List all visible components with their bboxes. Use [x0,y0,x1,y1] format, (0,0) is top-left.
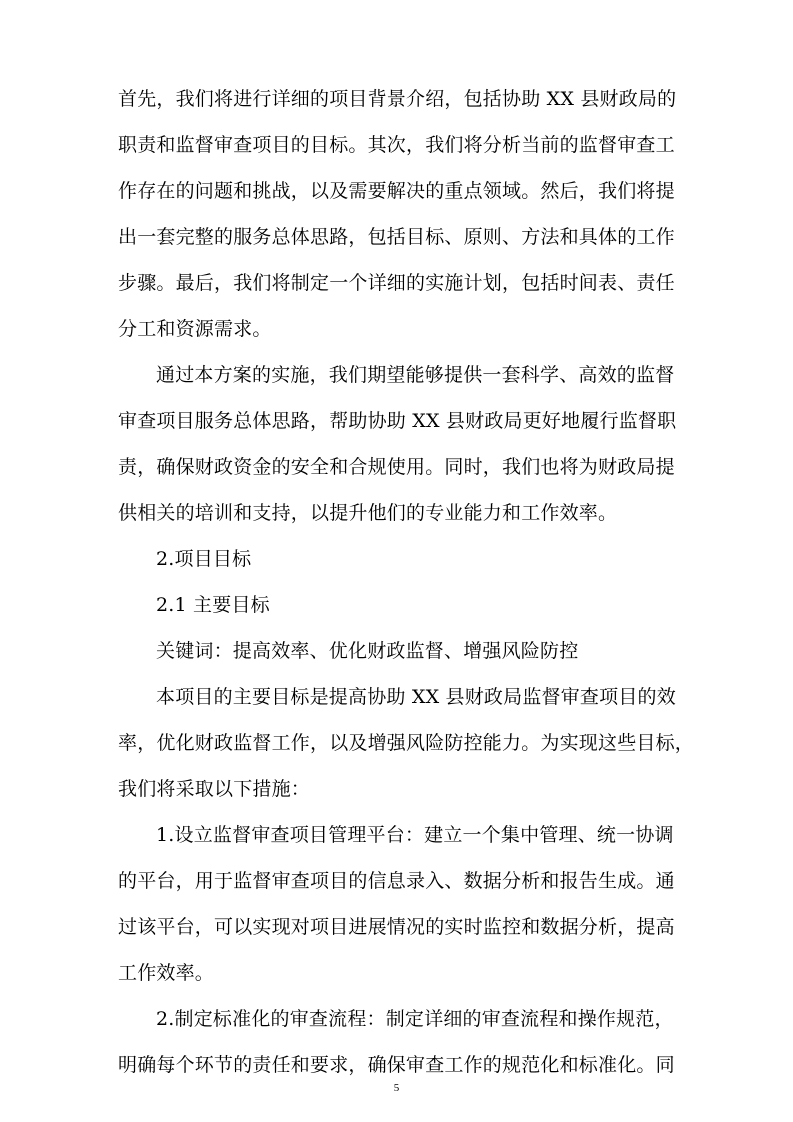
keywords-line: 关键词：提高效率、优化财政监督、增强风险防控 [156,640,579,662]
paragraph-line: 通过本方案的实施，我们期望能够提供一套科学、高效的监督 [156,364,675,386]
paragraph-line: 分工和资源需求。 [118,318,272,340]
paragraph-line: 职责和监督审查项目的目标。其次，我们将分析当前的监督审查工 [118,134,675,156]
paragraph-line: 供相关的培训和支持，以提升他们的专业能力和工作效率。 [118,502,618,524]
paragraph-line: 审查项目服务总体思路，帮助协助 XX 县财政局更好地履行监督职 [118,410,677,432]
subsection-heading: 2.1 主要目标 [156,594,270,616]
paragraph-line: 率，优化财政监督工作，以及增强风险防控能力。为实现这些目标， [118,732,695,754]
paragraph-line: 本项目的主要目标是提高协助 XX 县财政局监督审查项目的效 [156,686,676,708]
list-item-line: 2.制定标准化的审查流程：制定详细的审查流程和操作规范， [156,1008,674,1030]
page-number: 5 [393,1082,400,1094]
paragraph-line: 首先，我们将进行详细的项目背景介绍，包括协助 XX 县财政局的 [118,88,677,110]
paragraph-line: 我们将采取以下措施： [118,778,311,800]
paragraph-line: 出一套完整的服务总体思路，包括目标、原则、方法和具体的工作 [118,226,675,248]
list-item-line: 1.设立监督审查项目管理平台：建立一个集中管理、统一协调 [156,824,674,846]
section-heading: 2.项目目标 [156,548,252,570]
paragraph-line: 明确每个环节的责任和要求，确保审查工作的规范化和标准化。同 [118,1054,675,1076]
paragraph-line: 过该平台，可以实现对项目进展情况的实时监控和数据分析，提高 [118,916,675,938]
paragraph-line: 作存在的问题和挑战，以及需要解决的重点领域。然后，我们将提 [118,180,675,202]
paragraph-line: 的平台，用于监督审查项目的信息录入、数据分析和报告生成。通 [118,870,675,892]
paragraph-line: 步骤。最后，我们将制定一个详细的实施计划，包括时间表、责任 [118,272,675,294]
paragraph-line: 工作效率。 [118,962,215,984]
paragraph-line: 责，确保财政资金的安全和合规使用。同时，我们也将为财政局提 [118,456,675,478]
